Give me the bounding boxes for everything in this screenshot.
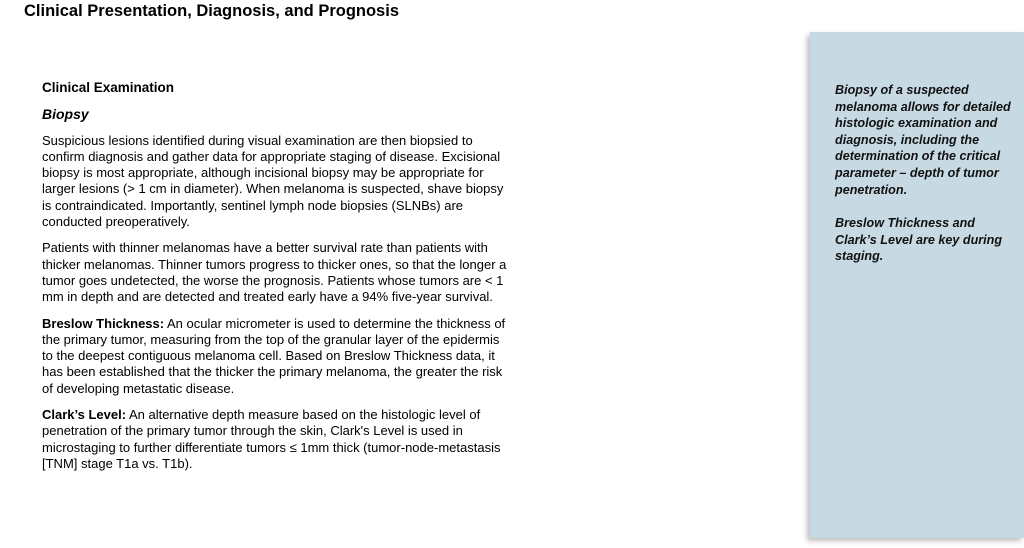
sidebar-callout (810, 32, 1024, 538)
main-content (42, 80, 512, 482)
breslow-term: Breslow Thickness: (42, 315, 165, 331)
breslow-paragraph (42, 316, 512, 397)
biopsy-paragraph: Suspicious lesions identified during visual examination are then biopsied to confirm diagnosis and gather data for appropriate staging of disease. Excisional biopsy is most appropriate, although incisional biopsy may be appropriate for larger lesions (> 1 cm in diameter). When melanoma is suspected, shave biopsy is contraindicated. Importantly, sentinel lymph node biopsies (SLNBs) are conducted preoperatively. (42, 132, 504, 230)
clark-term: Clark’s Level: (42, 407, 127, 423)
sub-heading: Biopsy (42, 106, 89, 123)
clark-paragraph (42, 407, 512, 472)
section-heading: Clinical Examination (42, 80, 175, 95)
sidebar-note-biopsy: Biopsy of a suspected melanoma allows for detailed histologic examination and diagnosis, including the determination of the critical parameter – depth of tumor penetration. (835, 83, 1011, 197)
page-title: Clinical Presentation, Diagnosis, and Prognosis (24, 2, 399, 20)
clark-text: An alternative depth measure based on the histologic level of penetration of the primary tumor through the skin, Clark's Level is used in microstaging to further differentiate tumors ≤ 1mm thick (tumor-node-metastasis [TNM] stage T1a vs. T1b). (42, 407, 501, 471)
survival-paragraph: Patients with thinner melanomas have a better survival rate than patients with thicker melanomas. Thinner tumors progress to thicker ones, so that the longer a tumor goes undetected, the worse the prognosis. Patients whose tumors are < 1 mm in depth and are detected and treated early have a 94% five-year survival. (42, 240, 507, 305)
sidebar-notes (835, 82, 1015, 282)
sidebar-note-staging: Breslow Thickness and Clark’s Level are key during staging. (835, 216, 1003, 264)
breslow-text: An ocular micrometer is used to determine the thickness of the primary tumor, measuring from the top of the granular layer of the epidermis to the deepest contiguous melanoma cell. Based on Breslow Thickness data, it has been established that the thicker the primary melanoma, the greater the risk of developing metastatic disease. (42, 315, 506, 396)
